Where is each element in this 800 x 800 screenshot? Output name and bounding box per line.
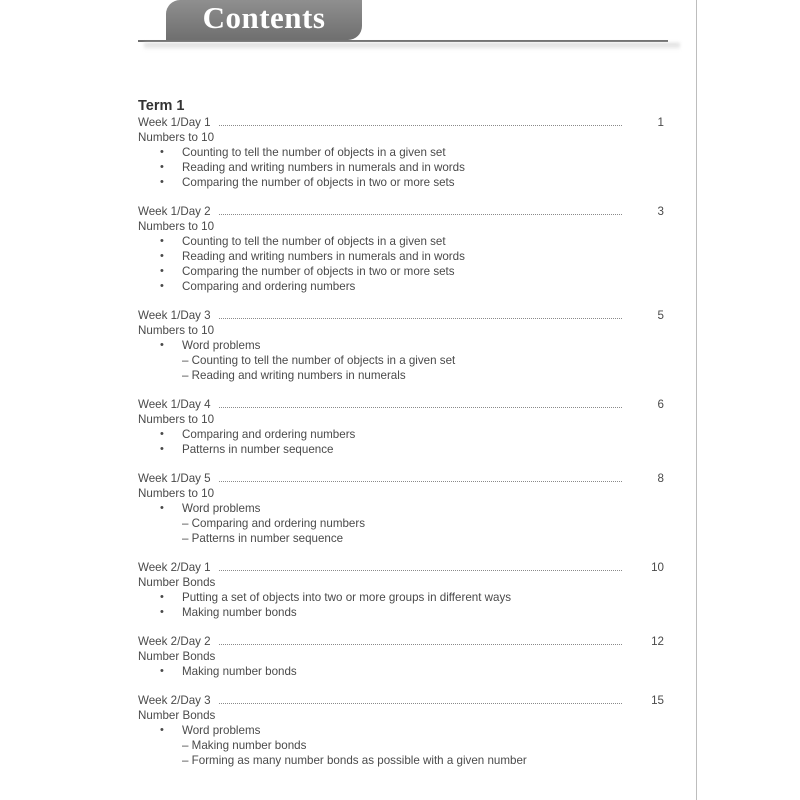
dot-leader [219,644,622,645]
entry-topic: Number Bonds [138,650,216,663]
entry-bullet-list [138,590,666,620]
entry-heading-row [138,634,666,649]
term-heading: Term 1 [138,98,185,114]
dot-leader [219,481,622,482]
toc-entry [138,560,666,620]
entry-topic: Numbers to 10 [138,413,215,426]
entry-bullet-list [138,338,666,383]
list-item: • Comparing and ordering numbers [138,279,666,294]
sub-item: – Patterns in number sequence [182,532,344,545]
page-number: 8 [657,472,664,485]
entry-title: Week 2/Day 2 [138,635,211,648]
list-item: • Counting to tell the number of objects in a given set [138,234,666,249]
list-item: • Word problems [138,338,666,353]
list-item: • Comparing and ordering numbers [138,427,666,442]
toc-entries [138,115,666,768]
list-item: • Reading and writing numbers in numerals and in words [138,160,666,175]
entry-topic: Number Bonds [138,576,216,589]
page-number: 5 [657,309,664,322]
toc-entry [138,204,666,294]
page-number: 1 [657,116,664,129]
entry-heading-row [138,560,666,575]
dot-leader [219,125,622,126]
entry-bullet-list [138,145,666,190]
entry-bullet-list [138,664,666,679]
page-number: 6 [657,398,664,411]
entry-title: Week 2/Day 3 [138,694,211,707]
entry-topic: Number Bonds [138,709,216,722]
toc-entry [138,115,666,190]
dot-leader [219,570,622,571]
entry-topic: Numbers to 10 [138,220,215,233]
sub-item: – Comparing and ordering numbers [182,517,366,530]
dot-leader [219,318,622,319]
entry-title: Week 1/Day 1 [138,116,211,129]
toc-entry [138,308,666,383]
list-item: • Counting to tell the number of objects in a given set [138,145,666,160]
entry-bullet-list [138,723,666,768]
header-rule [138,40,668,42]
list-item: • Comparing the number of objects in two or more sets [138,264,666,279]
toc-entry [138,397,666,457]
entry-bullet-list [138,234,666,294]
sub-item: – Counting to tell the number of objects in a given set [182,354,456,367]
entry-heading-row [138,204,666,219]
entry-heading-row [138,115,666,130]
entry-title: Week 1/Day 5 [138,472,211,485]
entry-heading-row [138,471,666,486]
dot-leader [219,214,622,215]
table-of-contents [138,97,666,782]
sub-item: – Reading and writing numbers in numerals [182,369,406,382]
page-number: 12 [651,635,664,648]
header-rule-shadow [144,43,680,50]
entry-bullet-list [138,427,666,457]
entry-heading-row [138,308,666,323]
entry-title: Week 1/Day 2 [138,205,211,218]
list-item: • Word problems [138,723,666,738]
entry-title: Week 1/Day 4 [138,398,211,411]
entry-title: Week 1/Day 3 [138,309,211,322]
list-item: • Putting a set of objects into two or more groups in different ways [138,590,666,605]
dot-leader [219,703,622,704]
contents-header [138,0,670,60]
page-number: 15 [651,694,664,707]
sub-item: – Forming as many number bonds as possible with a given number [182,754,527,767]
entry-topic: Numbers to 10 [138,324,215,337]
list-item: • Patterns in number sequence [138,442,666,457]
sub-item: – Making number bonds [182,739,307,752]
page-number: 10 [651,561,664,574]
toc-entry [138,693,666,768]
list-item: • Reading and writing numbers in numerals and in words [138,249,666,264]
entry-heading-row [138,397,666,412]
toc-entry [138,634,666,679]
page-title: Contents [202,0,326,35]
toc-entry [138,471,666,546]
entry-heading-row [138,693,666,708]
list-item: • Word problems [138,501,666,516]
list-item: • Making number bonds [138,605,666,620]
entry-topic: Numbers to 10 [138,131,215,144]
page-number: 3 [657,205,664,218]
entry-title: Week 2/Day 1 [138,561,211,574]
page-edge [696,0,697,800]
contents-tab [166,0,362,40]
entry-topic: Numbers to 10 [138,487,215,500]
dot-leader [219,407,622,408]
entry-bullet-list [138,501,666,546]
list-item: • Comparing the number of objects in two or more sets [138,175,666,190]
list-item: • Making number bonds [138,664,666,679]
